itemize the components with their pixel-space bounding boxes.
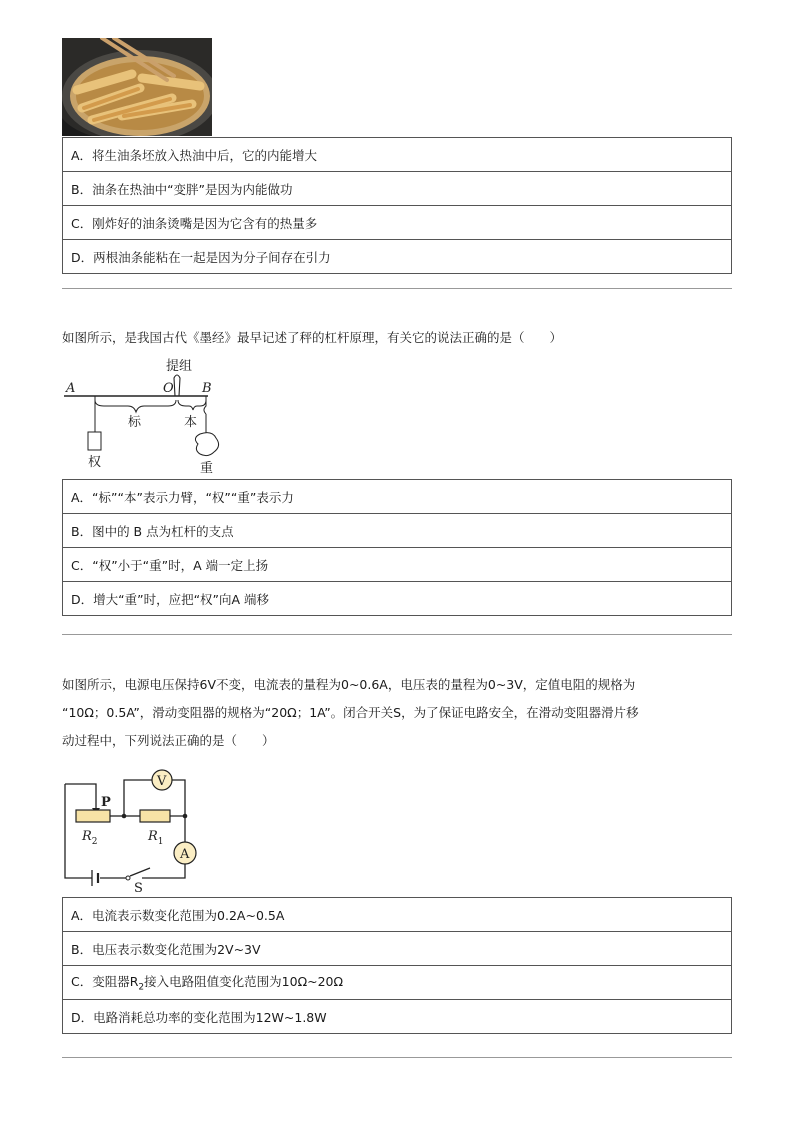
q2-option-c[interactable]: C．“权”小于“重”时，A 端一定上扬	[63, 548, 732, 582]
brace-ben	[178, 400, 206, 410]
label-r1: $R_1$	[148, 829, 164, 847]
q1-option-a[interactable]: A．将生油条坯放入热油中后，它的内能增大	[63, 138, 732, 172]
q2-option-a[interactable]: A．“标”“本”表示力臂，“权”“重”表示力	[63, 480, 732, 514]
q3-option-d[interactable]: D．电路消耗总功率的变化范围为12W~1.8W	[63, 1000, 732, 1034]
label-tizu: 提组	[166, 359, 193, 374]
q1-options-table	[62, 137, 732, 274]
label-switch-s: S	[134, 881, 143, 894]
separator	[62, 1057, 732, 1058]
fulcrum-cord	[174, 375, 180, 396]
brace-biao	[95, 400, 176, 412]
q3-stem-line: “10Ω；0.5A”，滑动变阻器的规格为“20Ω；1A”。闭合开关S，为了保证电路安全，在滑动变阻器滑片移	[62, 705, 639, 720]
separator	[62, 634, 732, 635]
q3-options-table	[62, 897, 732, 1034]
label-quan: 权	[88, 455, 102, 470]
label-r2: $R_2$	[82, 829, 98, 847]
label-point-b: B	[202, 381, 212, 396]
label-zhong: 重	[200, 461, 214, 476]
resistor-r2	[76, 810, 110, 822]
q3-option-c[interactable]: C．变阻器$R_2$接入电路阻值变化范围为10Ω~20Ω	[63, 966, 732, 1000]
q3-stem-line: 动过程中，下列说法正确的是（ ）	[62, 733, 275, 748]
q1-option-d[interactable]: D．两根油条能粘在一起是因为分子间存在引力	[63, 240, 732, 274]
q2-options-table	[62, 479, 732, 616]
q3-stem	[62, 671, 742, 755]
q2-option-d[interactable]: D．增大“重”时，应把“权”向A 端移	[63, 582, 732, 616]
label-point-a: A	[66, 381, 76, 396]
q3-option-b[interactable]: B．电压表示数变化范围为2V~3V	[63, 932, 732, 966]
label-ammeter: A	[180, 847, 190, 862]
zhong-weight	[195, 433, 218, 456]
quan-weight	[88, 432, 101, 450]
junction-dot	[183, 814, 188, 819]
switch-contact	[126, 876, 130, 880]
fried-dough-photo	[62, 38, 212, 136]
junction-dot	[122, 814, 127, 819]
label-slider-p: P	[101, 795, 111, 810]
q3-option-a[interactable]: A．电流表示数变化范围为0.2A~0.5A	[63, 898, 732, 932]
q2-option-b[interactable]: B．图中的 B 点为杠杆的支点	[63, 514, 732, 548]
q1-option-c[interactable]: C．刚炸好的油条烫嘴是因为它含有的热量多	[63, 206, 732, 240]
label-biao: 标	[128, 415, 142, 430]
label-ben: 本	[184, 415, 198, 430]
resistor-r1	[140, 810, 170, 822]
steelyard-diagram	[62, 354, 232, 478]
q3-stem-line: 如图所示，电源电压保持6V不变，电流表的量程为0~0.6A，电压表的量程为0~3V，定值电阻的规格为	[62, 677, 636, 692]
q1-option-b[interactable]: B．油条在热油中“变胖”是因为内能做功	[63, 172, 732, 206]
q2-stem: 如图所示，是我国古代《墨经》最早记述了秤的杠杆原理，有关它的说法正确的是（ ）	[62, 330, 563, 345]
circuit-diagram	[62, 764, 212, 894]
label-voltmeter: V	[157, 774, 167, 789]
label-point-o: O	[163, 381, 174, 396]
separator	[62, 288, 732, 289]
